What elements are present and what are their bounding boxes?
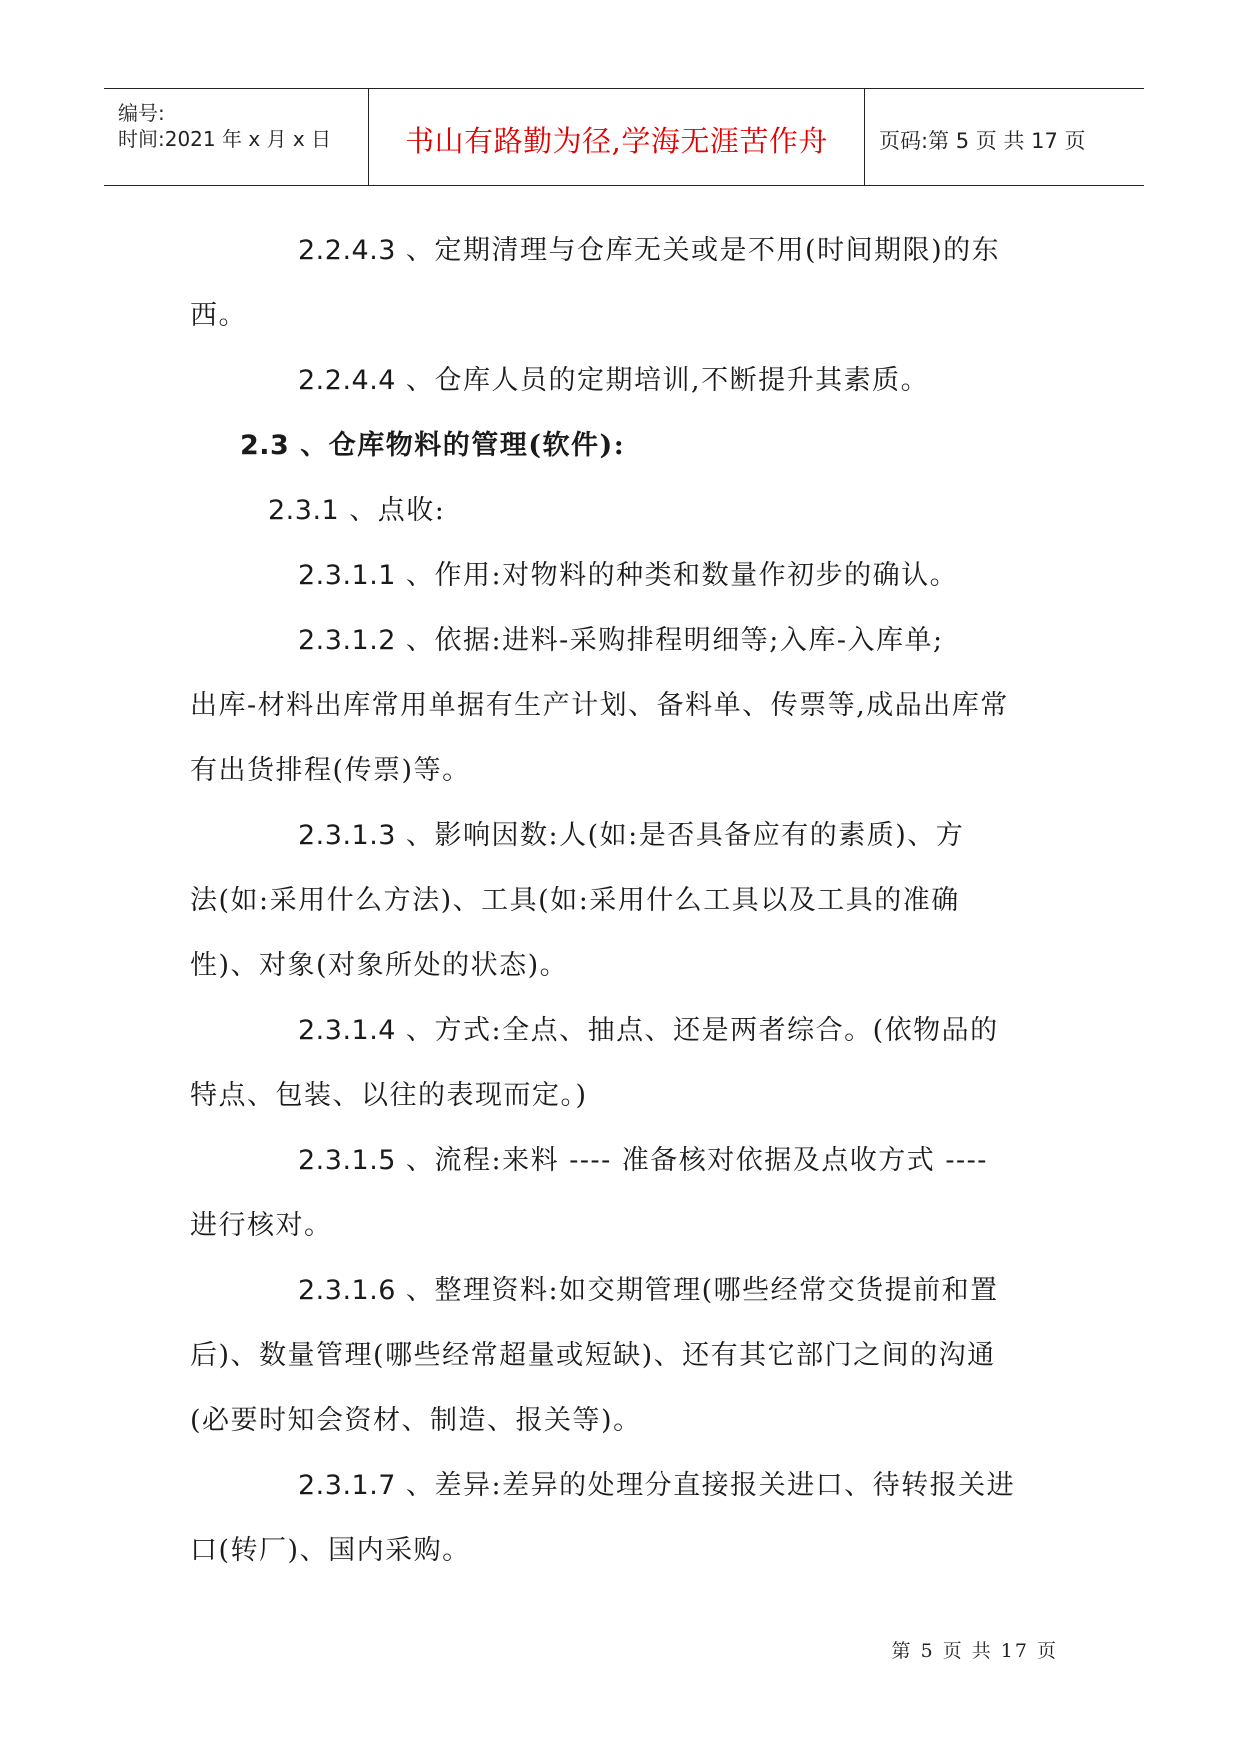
paragraph-text: 特点、包装、以往的表现而定。)	[190, 1080, 588, 1111]
paragraph	[190, 218, 1060, 283]
section-number: 2.3.1.3	[298, 820, 396, 851]
paragraph-text: 性)、对象(对象所处的状态)。	[190, 950, 569, 981]
paragraph-continuation	[190, 868, 1060, 933]
section-number: 2.2.4.3	[298, 235, 396, 266]
paragraph-continuation	[190, 283, 1060, 348]
paragraph-continuation	[190, 933, 1060, 998]
paragraph	[190, 348, 1060, 413]
paragraph-text: 出库-材料出库常用单据有生产计划、备料单、传票等,成品出库常	[190, 690, 1009, 721]
paragraph-continuation	[190, 1518, 1060, 1583]
document-body	[190, 218, 1060, 1583]
header-motto-cell	[369, 89, 865, 185]
paragraph-text: 法(如:采用什么方法)、工具(如:采用什么工具以及工具的准确	[190, 885, 960, 916]
paragraph-continuation	[190, 1193, 1060, 1258]
section-number: 2.3.1.6	[298, 1275, 396, 1306]
page-footer	[0, 1636, 1058, 1663]
paragraph	[190, 803, 1060, 868]
paragraph-continuation	[190, 673, 1060, 738]
paragraph	[190, 1453, 1060, 1518]
paragraph	[190, 608, 1060, 673]
section-number: 2.3.1.1	[298, 560, 396, 591]
paragraph	[190, 543, 1060, 608]
document-number-label: 编号:	[118, 101, 165, 125]
header-page-code: 页码:第 5 页 共 17 页	[879, 129, 1086, 153]
section-number: 2.2.4.4	[298, 365, 396, 396]
paragraph-continuation	[190, 1063, 1060, 1128]
paragraph-text: 、流程:来料 ---- 准备核对依据及点收方式 ----	[395, 1145, 988, 1176]
paragraph-text: 、整理资料:如交期管理(哪些经常交货提前和置	[395, 1275, 999, 1306]
section-number: 2.3.1.5	[298, 1145, 396, 1176]
section-number: 2.3.1.4	[298, 1015, 396, 1046]
paragraph-text: 、差异:差异的处理分直接报关进口、待转报关进	[395, 1470, 1016, 1501]
document-date: 时间:2021 年 x 月 x 日	[118, 127, 332, 151]
paragraph-text: 、作用:对物料的种类和数量作初步的确认。	[395, 560, 959, 591]
paragraph-text: 、方式:全点、抽点、还是两者综合。(依物品的	[395, 1015, 999, 1046]
section-number: 2.3.1	[268, 495, 340, 526]
paragraph-text: 口(转厂)、国内采购。	[190, 1535, 471, 1566]
page-header	[104, 88, 1144, 186]
paragraph-text: 、影响因数:人(如:是否具备应有的素质)、方	[395, 820, 965, 851]
section-number: 2.3.1.2	[298, 625, 396, 656]
paragraph	[190, 998, 1060, 1063]
paragraph-continuation	[190, 1388, 1060, 1453]
paragraph-text: 、仓库人员的定期培训,不断提升其素质。	[395, 365, 930, 396]
paragraph-continuation	[190, 1323, 1060, 1388]
section-heading	[190, 413, 1060, 478]
section-number: 2.3.1.7	[298, 1470, 396, 1501]
header-motto: 书山有路勤为径,学海无涯苦作舟	[405, 124, 828, 158]
subsection-heading	[190, 478, 1060, 543]
paragraph-text: (必要时知会资材、制造、报关等)。	[190, 1405, 642, 1436]
paragraph-text: 有出货排程(传票)等。	[190, 755, 471, 786]
paragraph-text: 进行核对。	[190, 1210, 333, 1241]
paragraph	[190, 1258, 1060, 1323]
heading-text: 、仓库物料的管理(软件):	[289, 430, 626, 461]
footer-page-number: 第 5 页 共 17 页	[891, 1640, 1058, 1662]
header-page-cell	[865, 89, 1144, 185]
header-info-cell	[104, 89, 369, 185]
paragraph	[190, 1128, 1060, 1193]
paragraph-continuation	[190, 738, 1060, 803]
paragraph-text: 后)、数量管理(哪些经常超量或短缺)、还有其它部门之间的沟通	[190, 1340, 996, 1371]
paragraph-text: 、定期清理与仓库无关或是不用(时间期限)的东	[395, 235, 1001, 266]
heading-text: 、点收:	[339, 495, 446, 526]
paragraph-text: 、依据:进料-采购排程明细等;入库-入库单;	[395, 625, 944, 656]
paragraph-text: 西。	[190, 300, 247, 331]
section-number: 2.3	[240, 430, 290, 461]
